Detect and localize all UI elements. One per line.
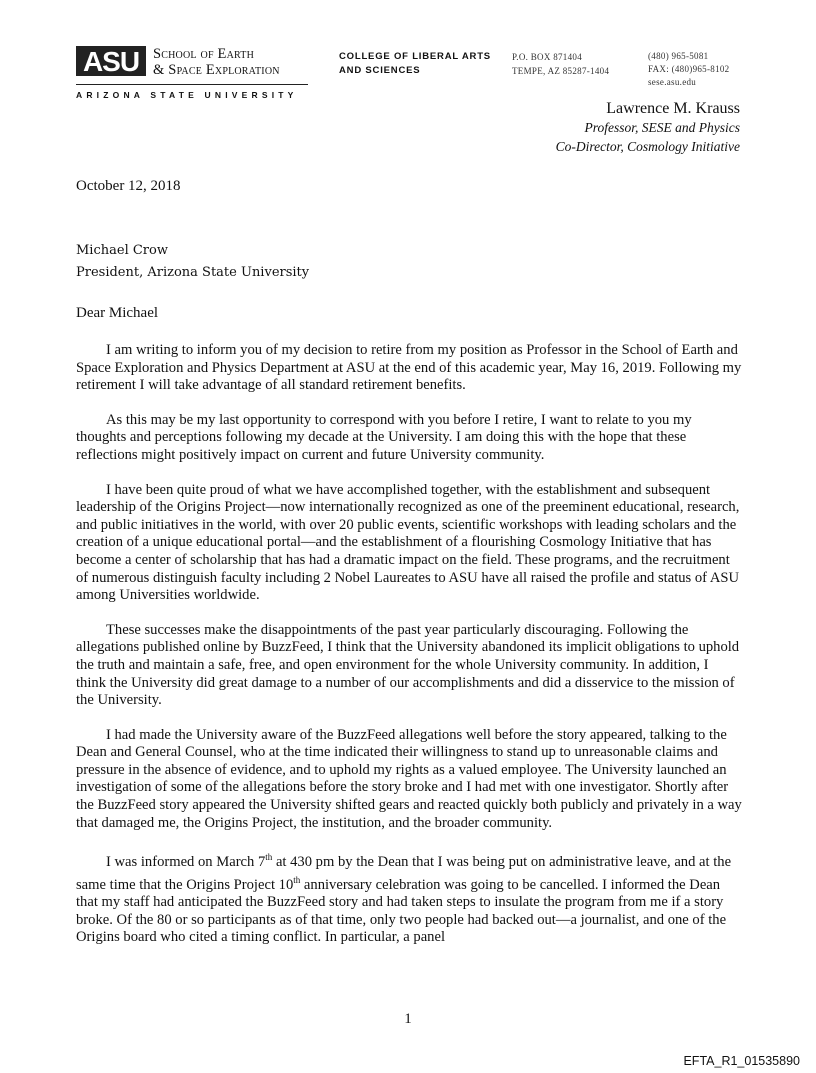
- phone-number: (480) 965-5081: [648, 51, 709, 61]
- p6-part-2: at 430 pm by the Dean that I was being put on administrative leave, and at the same time that the Origins Project 10: [76, 854, 732, 893]
- p6-sup-1: th: [265, 852, 273, 863]
- recipient-title: President, Arizona State University: [76, 265, 310, 280]
- website: sese.asu.edu: [648, 77, 697, 87]
- contact-info: [648, 50, 729, 89]
- university-name: ARIZONA STATE UNIVERSITY: [76, 90, 298, 100]
- college-line-2: AND SCIENCES: [339, 65, 421, 76]
- college-line-1: COLLEGE OF LIBERAL ARTS: [339, 51, 491, 62]
- address-line-1: P.O. BOX 871404: [512, 52, 583, 62]
- paragraph-4: These successes make the disappointments of the past year particularly discouraging. Following the allegations published online by BuzzFeed, I think that the University abandoned its implicit obligations to uphold the truth and maintain a safe, free, and open environment for the whole University community. In addition, I think the University did great damage to a number of our accomplishments and did a disservice to the mission of the University.: [76, 621, 740, 709]
- p6-part-3: anniversary celebration was going to be cancelled. I informed the Dean that my staff had anticipated the BuzzFeed story and had taken steps to insulate the program from me if a story broke. Of the 80 or so participants as of that time, only two people had backed out—a journalist, and one of the Origins board who cited a timing conflict. In particular, a panel: [76, 876, 727, 946]
- author-name: Lawrence M. Krauss: [606, 100, 740, 117]
- fax-number: FAX: (480)965-8102: [648, 64, 730, 74]
- letterhead-divider: [76, 84, 308, 85]
- paragraph-5: I had made the University aware of the BuzzFeed allegations well before the story appeared, talking to the Dean and General Counsel, who at the time indicated their willingness to stand up to unreasonable claims and pressure in the absence of evidence, and to uphold my rights as a valued employee. The University launched an investigation of some of the allegations before the story broke and I had met with one investigator. Shortly after the BuzzFeed story appeared the University shifted gears and reacted quickly both publicly and privately in a way that damaged me, the Origins Project, the institution, and the broader community.: [76, 726, 742, 831]
- salutation: Dear Michael: [76, 305, 159, 321]
- paragraph-1: I am writing to inform you of my decision to retire from my position as Professor in the School of Earth and Space Exploration and Physics Department at ASU at the end of this academic year, May 16, 2019. Following my retirement I will take advantage of all standard retirement benefits.: [76, 342, 742, 394]
- school-line-1: School of Earth: [153, 46, 255, 62]
- author-title-1: Professor, SESE and Physics: [584, 120, 740, 135]
- p6-sup-2: th: [293, 874, 301, 885]
- paragraph-2: As this may be my last opportunity to correspond with you before I retire, I want to relate to you my thoughts and perceptions following my decade at the University. I am doing this with the hope that these reflections might positively impact on current and future University community.: [76, 411, 692, 463]
- mailing-address: [512, 50, 609, 78]
- p6-part-1: I was informed on March 7: [106, 854, 266, 871]
- letter-body: [76, 342, 742, 964]
- recipient-name: Michael Crow: [76, 243, 168, 258]
- paragraph-6: [76, 849, 742, 947]
- letter-date: October 12, 2018: [76, 178, 181, 194]
- author-title-2: Co-Director, Cosmology Initiative: [555, 139, 740, 154]
- school-name: [153, 46, 280, 78]
- page-number: 1: [404, 1011, 412, 1027]
- college-name: [339, 50, 491, 78]
- recipient-block: [76, 240, 309, 284]
- school-line-2: & Space Exploration: [153, 62, 280, 78]
- logo-text: ASU: [82, 46, 140, 76]
- address-line-2: TEMPE, AZ 85287-1404: [512, 66, 610, 76]
- paragraph-3: I have been quite proud of what we have accomplished together, with the establishment and subsequent leadership of the Origins Project—now internationally recognized as one of the preeminent educational, research, and public initiatives in the world, with over 20 public events, scientific workshops with leading scholars and the creation of a unique educational portal—and the establishment of a flourishing Cosmology Initiative that has become a center of scholarship that has had a dramatic impact on the field. These programs, and the recruitment of numerous distinguish faculty including 2 Nobel Laureates to ASU have all raised the profile and status of ASU among Universities worldwide.: [76, 481, 740, 604]
- asu-logo: [76, 46, 146, 76]
- document-id: EFTA_R1_01535890: [683, 1054, 800, 1068]
